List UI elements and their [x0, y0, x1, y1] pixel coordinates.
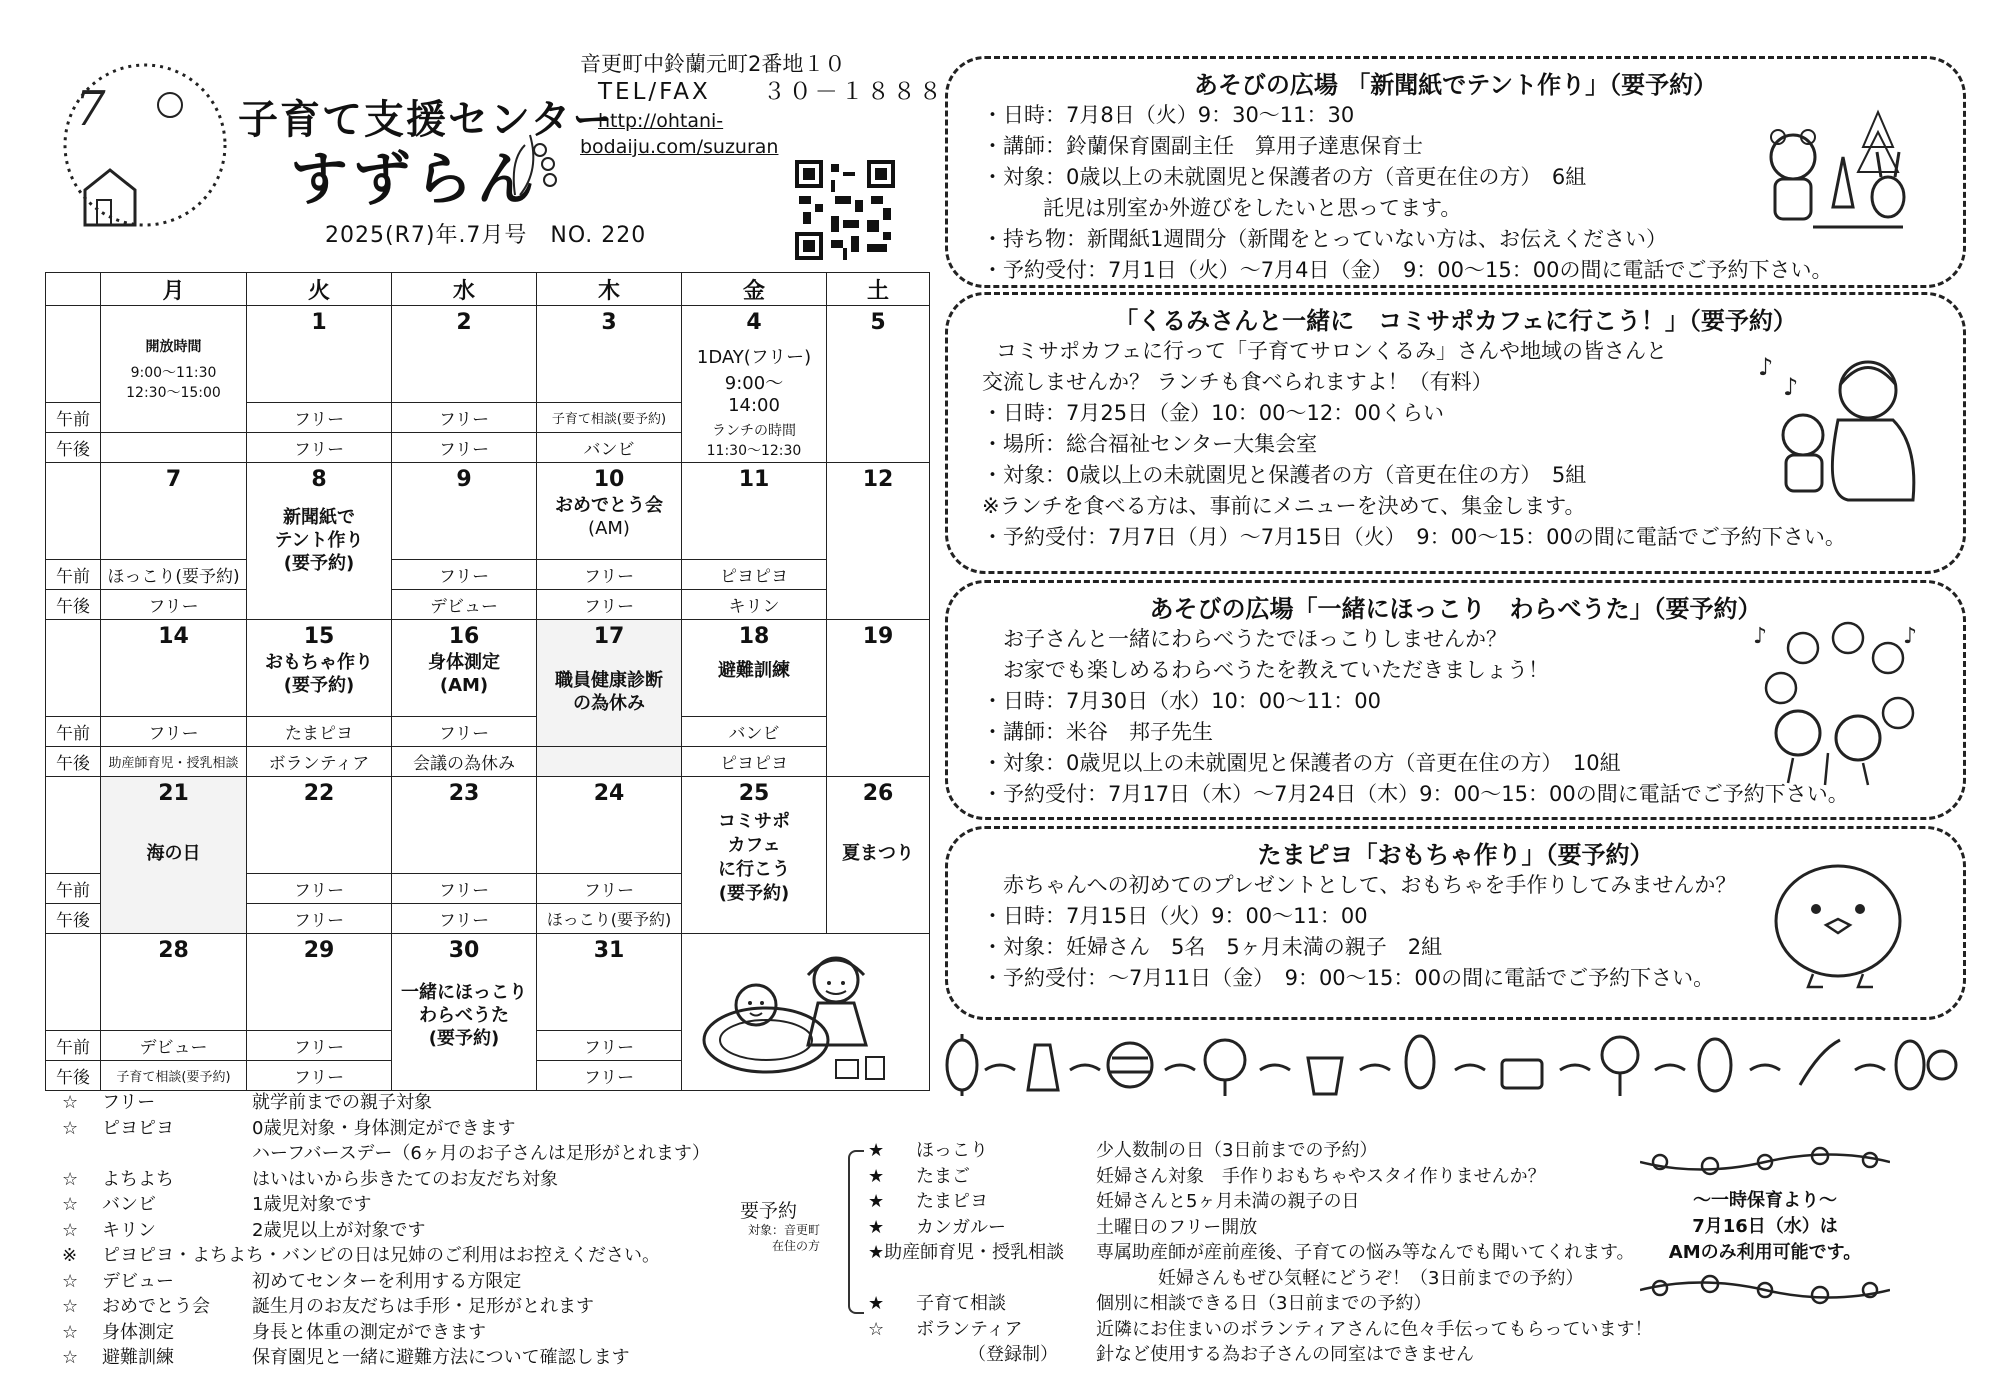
- logo-circle-illustration: [55, 55, 235, 235]
- am-slot: フリー: [247, 403, 392, 433]
- date-number: 24: [593, 781, 625, 806]
- am-slot: フリー: [392, 874, 537, 904]
- label-blank: [46, 306, 101, 403]
- legend-row: ☆ 避難訓練 保育園児と一緒に避難方法について確認します: [62, 1347, 630, 1368]
- pm-slot: 子育て相談(要予約): [101, 1061, 247, 1091]
- date-number: 25: [738, 781, 770, 806]
- lunch-time: 11:30～12:30: [706, 443, 802, 459]
- event-box-line: ・講師：鈴蘭保育園副主任 算用子達恵保育士: [982, 134, 1423, 158]
- event-box-line: ・予約受付：7月17日（木）～7月24日（木）9：00～15：00の間に電話でご予約下さい。: [982, 782, 1849, 806]
- pm-slot: フリー: [247, 1061, 392, 1091]
- pm-slot-mon-empty: [101, 433, 247, 463]
- am-slot: たまピヨ: [247, 717, 392, 747]
- legend-row: ☆ キリン 2歳児以上が対象です: [62, 1219, 426, 1241]
- day-cell-12[interactable]: [827, 463, 930, 620]
- event-1day-time1: 9:00～: [724, 373, 784, 394]
- chick-illustration: [1768, 859, 1908, 989]
- logo-number: 7: [75, 81, 106, 137]
- am-slot: フリー: [101, 717, 247, 747]
- legend-right: [868, 1138, 1653, 1368]
- pm-label: 午後: [46, 1061, 101, 1091]
- date-number: 1: [311, 310, 327, 335]
- event-box-line: 交流しませんか？ ランチも食べられますよ！（有料）: [982, 370, 1493, 394]
- calendar-table: [45, 272, 930, 1091]
- event-marine-day: 海の日: [146, 843, 201, 864]
- event-box-line: 託児は別室か外遊びをしたいと思ってます。: [1043, 196, 1462, 220]
- day-cell-18[interactable]: [682, 620, 827, 717]
- date-number: 14: [158, 624, 189, 649]
- day-cell-25[interactable]: [682, 777, 827, 934]
- event-box-line: ・講師：米谷 邦子先生: [982, 720, 1213, 744]
- day-cell-19[interactable]: [827, 620, 930, 777]
- event-toy: おもちゃ作り: [265, 652, 373, 673]
- am-label: 午前: [46, 874, 101, 904]
- am-slot: フリー: [392, 717, 537, 747]
- date-number: 8: [311, 467, 327, 492]
- am-label: 午前: [46, 403, 101, 433]
- event-toy-reserve: (要予約): [283, 675, 355, 696]
- svg-text:♪: ♪: [1753, 624, 1768, 649]
- day-cell-14[interactable]: [101, 620, 247, 717]
- day-cell-23[interactable]: [392, 777, 537, 874]
- pm-slot: ピヨピヨ: [682, 747, 827, 777]
- center-name-line2: すずらん: [290, 145, 539, 213]
- event-1day-free: 1DAY(フリー): [696, 347, 812, 368]
- pm-label: 午後: [46, 590, 101, 620]
- day-cell-4[interactable]: [682, 306, 827, 463]
- week2-pm-row: [46, 590, 930, 620]
- event-cafe-3: に行こう: [718, 859, 790, 880]
- opening-hours-pm: 12:30～15:00: [126, 385, 221, 401]
- event-box-line: ・日時：7月15日（火）9：00～11：00: [982, 904, 1368, 928]
- legend-row: ★ たまピヨ 妊婦さんと5ヶ月未満の親子の日: [868, 1191, 1360, 1212]
- event-box-title: あそびの広場「一緒にほっこり わらべうた」（要予約）: [1149, 595, 1762, 623]
- url-line2: bodaiju.com/suzuran: [580, 136, 779, 158]
- pm-slot: 助産師育児・授乳相談: [101, 747, 247, 777]
- event-box-line: ・対象：0歳児以上の未就園児と保護者の方（音更在住の方） 10組: [982, 751, 1621, 775]
- event-cafe-reserve: (要予約): [718, 883, 790, 904]
- label-blank: [46, 620, 101, 717]
- day-cell-8[interactable]: [247, 463, 392, 620]
- url-line1: http://ohtani-: [598, 110, 724, 132]
- pm-slot: フリー: [247, 433, 392, 463]
- day-cell-30[interactable]: [392, 934, 537, 1091]
- event-box-title: たまピヨ「おもちゃ作り」（要予約）: [1257, 841, 1654, 869]
- event-warabeuta-2: わらべうた: [419, 1005, 509, 1026]
- day-cell-21[interactable]: [101, 777, 247, 934]
- week4-date-row: [46, 777, 930, 874]
- svg-text:♪: ♪: [1903, 624, 1918, 649]
- date-number: 15: [303, 624, 335, 649]
- event-cafe-2: カフェ: [727, 835, 781, 856]
- label-blank: [46, 934, 101, 1031]
- day-cell-29[interactable]: [247, 934, 392, 1031]
- day-cell-5[interactable]: [827, 306, 930, 463]
- event-box-line: ・対象：妊婦さん 5名 5ヶ月未満の親子 2組: [982, 935, 1443, 959]
- event-tent-2: テント作り: [274, 530, 364, 551]
- am-slot: バンビ: [682, 717, 827, 747]
- am-label: 午前: [46, 1031, 101, 1061]
- am-slot: フリー: [392, 403, 537, 433]
- weekday-sat: 土: [827, 273, 930, 306]
- temp-care-detail: AMのみ利用可能です。: [1668, 1242, 1862, 1263]
- svg-text:♪: ♪: [1758, 353, 1774, 381]
- pm-slot: フリー: [392, 904, 537, 934]
- center-name-line1: 子育て支援センター: [238, 97, 615, 143]
- date-number: 19: [862, 624, 894, 649]
- am-slot: 子育て相談(要予約): [537, 403, 682, 433]
- event-measure: 身体測定: [428, 652, 500, 673]
- event-cafe: コミサポ: [718, 811, 790, 832]
- date-number: 2: [456, 310, 472, 335]
- date-number: 11: [738, 467, 770, 492]
- date-number: 22: [303, 781, 335, 806]
- website-link[interactable]: [580, 108, 778, 160]
- day-cell-1[interactable]: [247, 306, 392, 403]
- legend-row: ☆ フリー 就学前までの親子対象: [62, 1092, 432, 1113]
- pm-slot: デビュー: [392, 590, 537, 620]
- legend-row: ★ ほっこり 少人数制の日（3日前までの予約）: [868, 1140, 1378, 1161]
- svg-text:♪: ♪: [1783, 373, 1799, 401]
- day-cell-22[interactable]: [247, 777, 392, 874]
- am-slot: フリー: [247, 1031, 392, 1061]
- pm-label: 午後: [46, 433, 101, 463]
- week3-am-row: [46, 717, 930, 747]
- am-label: 午前: [46, 717, 101, 747]
- legend-row: 妊婦さんもぜひ気軽にどうぞ！（3日前までの予約）: [1158, 1267, 1584, 1289]
- event-box-title: 「くるみさんと一緒に コミサポカフェに行こう！」（要予約）: [1114, 307, 1797, 335]
- pm-slot: キリン: [682, 590, 827, 620]
- date-number: 16: [448, 624, 480, 649]
- week5-date-row: [46, 934, 930, 1031]
- temporary-care-note: [1645, 1188, 1885, 1266]
- date-number: 28: [158, 938, 189, 963]
- event-box-line: ※ランチを食べる方は、事前にメニューを決めて、集金します。: [982, 494, 1586, 518]
- reservation-target-line2: 在住の方: [771, 1239, 820, 1253]
- legend-row: ★ 子育て相談 個別に相談できる日（3日前までの予約）: [868, 1293, 1432, 1314]
- legend-row: ☆ デビュー 初めてセンターを利用する方限定: [62, 1270, 522, 1292]
- summer-decoration-row: [940, 1030, 1960, 1100]
- event-box-line: お家でも楽しめるわらべうたを教えていただきましょう！: [1003, 658, 1549, 682]
- lily-of-the-valley-icon: [510, 130, 570, 200]
- date-number: 17: [593, 624, 625, 649]
- event-measure-am: (AM): [439, 675, 489, 696]
- date-number: 9: [456, 467, 472, 492]
- pm-slot: フリー: [537, 1061, 682, 1091]
- pm-label: 午後: [46, 747, 101, 777]
- pm-slot: 会議の為休み: [392, 747, 537, 777]
- event-box-line: ・予約受付：7月1日（火）～7月4日（金） 9：00～15：00の間に電話でご予約下さい。: [982, 258, 1833, 282]
- event-birthday-am: (AM): [588, 518, 630, 539]
- legend-row: ☆ ボランティア 近隣にお住まいのボランティアさんに色々手伝ってもらっています！: [868, 1318, 1653, 1340]
- am-slot: デビュー: [101, 1031, 247, 1061]
- date-number: 4: [746, 310, 762, 335]
- flower-garland-bottom: [1640, 1270, 1890, 1310]
- lunch-time-label: ランチの時間: [712, 423, 796, 439]
- legend-row: ※ ピヨピヨ・よちよち・バンビの日は兄姉のご利用はお控えください。: [62, 1245, 660, 1266]
- day-cell-28[interactable]: [101, 934, 247, 1031]
- legend-row: ☆ 身体測定 身長と体重の測定ができます: [62, 1321, 486, 1343]
- event-tent-reserve: (要予約): [283, 553, 355, 574]
- address: 音更町中鈴蘭元町2番地１０: [580, 52, 846, 76]
- day-cell-10[interactable]: [537, 463, 682, 560]
- legend-row: ☆ おめでとう会 誕生月のお友だちは手形・足形がとれます: [62, 1296, 594, 1317]
- event-box-line: ・予約受付：7月7日（月）～7月15日（火） 9：00～15：00の間に電話でご予約下さい。: [982, 525, 1846, 549]
- am-slot: ピヨピヨ: [682, 560, 827, 590]
- day-cell-9[interactable]: [392, 463, 537, 560]
- week3-pm-row: [46, 747, 930, 777]
- am-slot: フリー: [247, 874, 392, 904]
- event-box-line: お子さんと一緒にわらべうたでほっこりしませんか？: [1003, 627, 1507, 651]
- event-box-tent: [945, 56, 1966, 288]
- weekday-wed: 水: [392, 273, 537, 306]
- am-label: 午前: [46, 560, 101, 590]
- issue-number: 2025(R7)年.7月号 NO. 220: [325, 223, 647, 248]
- flower-garland-top: [1640, 1142, 1890, 1182]
- camping-animals-illustration: [1753, 97, 1923, 247]
- weekday-thu: 木: [537, 273, 682, 306]
- event-box-tamapiyo: [945, 826, 1966, 1020]
- kids-pool-illustration: [686, 935, 926, 1085]
- date-number: 10: [593, 467, 625, 492]
- event-box-line: ・予約受付：～7月11日（金） 9：00～15：00の間に電話でご予約下さい。: [982, 966, 1715, 990]
- day-cell-24[interactable]: [537, 777, 682, 874]
- event-box-line: ・対象：0歳以上の未就園児と保護者の方（音更在住の方） 6組: [982, 165, 1587, 189]
- date-number: 5: [870, 310, 886, 335]
- event-box-line: ・場所：総合福祉センター大集会室: [982, 432, 1318, 456]
- week2-am-row: [46, 560, 930, 590]
- legend-row: ハーフバースデー（6ヶ月のお子さんは足形がとれます）: [252, 1143, 710, 1164]
- event-box-line: ・対象：0歳以上の未就園児と保護者の方（音更在住の方） 5組: [982, 463, 1587, 487]
- temp-care-title: ～一時保育より～: [1693, 1190, 1837, 1211]
- am-slot: ほっこり(要予約): [101, 560, 247, 590]
- legend-row: ★ たまご 妊婦さん対象 手作りおもちゃやスタイ作りませんか？: [868, 1165, 1546, 1187]
- pm-slot: フリー: [537, 590, 682, 620]
- day-cell-15[interactable]: [247, 620, 392, 717]
- legend-row: ☆ ピヨピヨ 0歳児対象・身体測定ができます: [62, 1117, 516, 1139]
- event-box-line: ・日時：7月30日（水）10：00～11：00: [982, 689, 1381, 713]
- event-box-line: ・日時：7月25日（金）10：00～12：00くらい: [982, 401, 1444, 425]
- legend-left: [62, 1090, 710, 1371]
- day-cell-2[interactable]: [392, 306, 537, 403]
- pm-slot: ボランティア: [247, 747, 392, 777]
- event-box-line: ・日時：7月8日（火）9：30～11：30: [982, 103, 1355, 127]
- day-cell-16[interactable]: [392, 620, 537, 717]
- grandmother-child-illustration: [1753, 345, 1923, 505]
- date-number: 12: [862, 467, 894, 492]
- pm-label: 午後: [46, 904, 101, 934]
- pm-slot: フリー: [247, 904, 392, 934]
- legend-row: （登録制） 針など使用する為お子さんの同室はできません: [968, 1344, 1474, 1365]
- event-summer-festival: 夏まつり: [842, 843, 914, 864]
- date-number: 21: [158, 781, 189, 806]
- date-number: 18: [738, 624, 770, 649]
- date-number: 29: [303, 938, 335, 963]
- am-slot: フリー: [537, 874, 682, 904]
- pm-slot-empty: [537, 747, 682, 777]
- reservation-required-label: 要予約: [740, 1200, 798, 1222]
- reservation-target: [740, 1222, 820, 1254]
- children-circle-dance-illustration: [1753, 613, 1923, 788]
- opening-hours-label: 開放時間: [145, 339, 202, 355]
- date-number: 26: [862, 781, 894, 806]
- event-warabeuta: 一緒にほっこり: [401, 982, 527, 1003]
- am-slot: フリー: [537, 560, 682, 590]
- pm-slot: フリー: [101, 590, 247, 620]
- pm-slot: フリー: [392, 433, 537, 463]
- day-cell-26[interactable]: [827, 777, 930, 934]
- corner-cell: [46, 273, 101, 306]
- event-box-warabeuta: [945, 580, 1966, 820]
- date-number: 3: [601, 310, 617, 335]
- event-1day-time2: 14:00: [728, 395, 780, 416]
- weekday-mon: 月: [101, 273, 247, 306]
- qr-code-icon[interactable]: [795, 160, 895, 260]
- day-cell-opening-hours: [101, 306, 247, 433]
- weekday-tue: 火: [247, 273, 392, 306]
- event-box-line: コミサポカフェに行って「子育てサロンくるみ」さんや地域の皆さんと: [996, 339, 1667, 363]
- date-number: 30: [448, 938, 480, 963]
- day-cell-11[interactable]: [682, 463, 827, 560]
- weekday-header-row: [46, 273, 930, 306]
- event-box-line: 赤ちゃんへの初めてのプレゼントとして、おもちゃを手作りしてみませんか？: [1003, 873, 1737, 897]
- week1-date-row: [46, 306, 930, 403]
- date-number: 23: [448, 781, 480, 806]
- weekday-fri: 金: [682, 273, 827, 306]
- pm-slot: バンビ: [537, 433, 682, 463]
- event-box-title: あそびの広場 「新聞紙でテント作り」（要予約）: [1193, 71, 1718, 99]
- event-health-check-2: の為休み: [573, 693, 645, 714]
- legend-row: ☆ バンビ 1歳児対象です: [62, 1194, 372, 1215]
- week3-date-row: [46, 620, 930, 717]
- event-warabeuta-reserve: (要予約): [428, 1028, 500, 1049]
- event-box-line: ・持ち物：新聞紙1週間分（新聞をとっていない方は、お伝えください）: [982, 227, 1667, 251]
- day-cell-17[interactable]: [537, 620, 682, 747]
- pool-illustration-cell: [682, 934, 930, 1091]
- reservation-target-line1: 対象：音更町: [747, 1223, 820, 1237]
- label-blank: [46, 777, 101, 874]
- week2-date-row: [46, 463, 930, 560]
- am-slot: フリー: [392, 560, 537, 590]
- legend-row: ☆ よちよち はいはいから歩きたてのお友だち対象: [62, 1168, 558, 1190]
- event-health-check: 職員健康診断: [555, 670, 663, 691]
- legend-row: ★ カンガルー 土曜日のフリー開放: [868, 1216, 1258, 1238]
- day-cell-7[interactable]: [101, 463, 247, 560]
- day-cell-31[interactable]: [537, 934, 682, 1031]
- tel-fax: TEL/FAX ３０－１８８８: [598, 79, 945, 105]
- label-blank: [46, 463, 101, 560]
- temp-care-date: 7月16日（水）は: [1692, 1216, 1838, 1237]
- day-cell-3[interactable]: [537, 306, 682, 403]
- opening-hours-am: 9:00～11:30: [130, 365, 217, 381]
- legend-row: ★助産師育児・授乳相談 専属助産師が産前産後、子育ての悩み等なんでも聞いてくれます。: [868, 1242, 1635, 1263]
- event-evacuation: 避難訓練: [718, 660, 790, 681]
- am-slot: フリー: [537, 1031, 682, 1061]
- pm-slot: ほっこり(要予約): [537, 904, 682, 934]
- event-box-cafe: [945, 292, 1966, 574]
- legend-bracket: [848, 1150, 864, 1314]
- date-number: 7: [165, 467, 182, 492]
- event-birthday: おめでとう会: [555, 495, 663, 516]
- event-tent: 新聞紙で: [283, 507, 355, 528]
- date-number: 31: [593, 938, 625, 963]
